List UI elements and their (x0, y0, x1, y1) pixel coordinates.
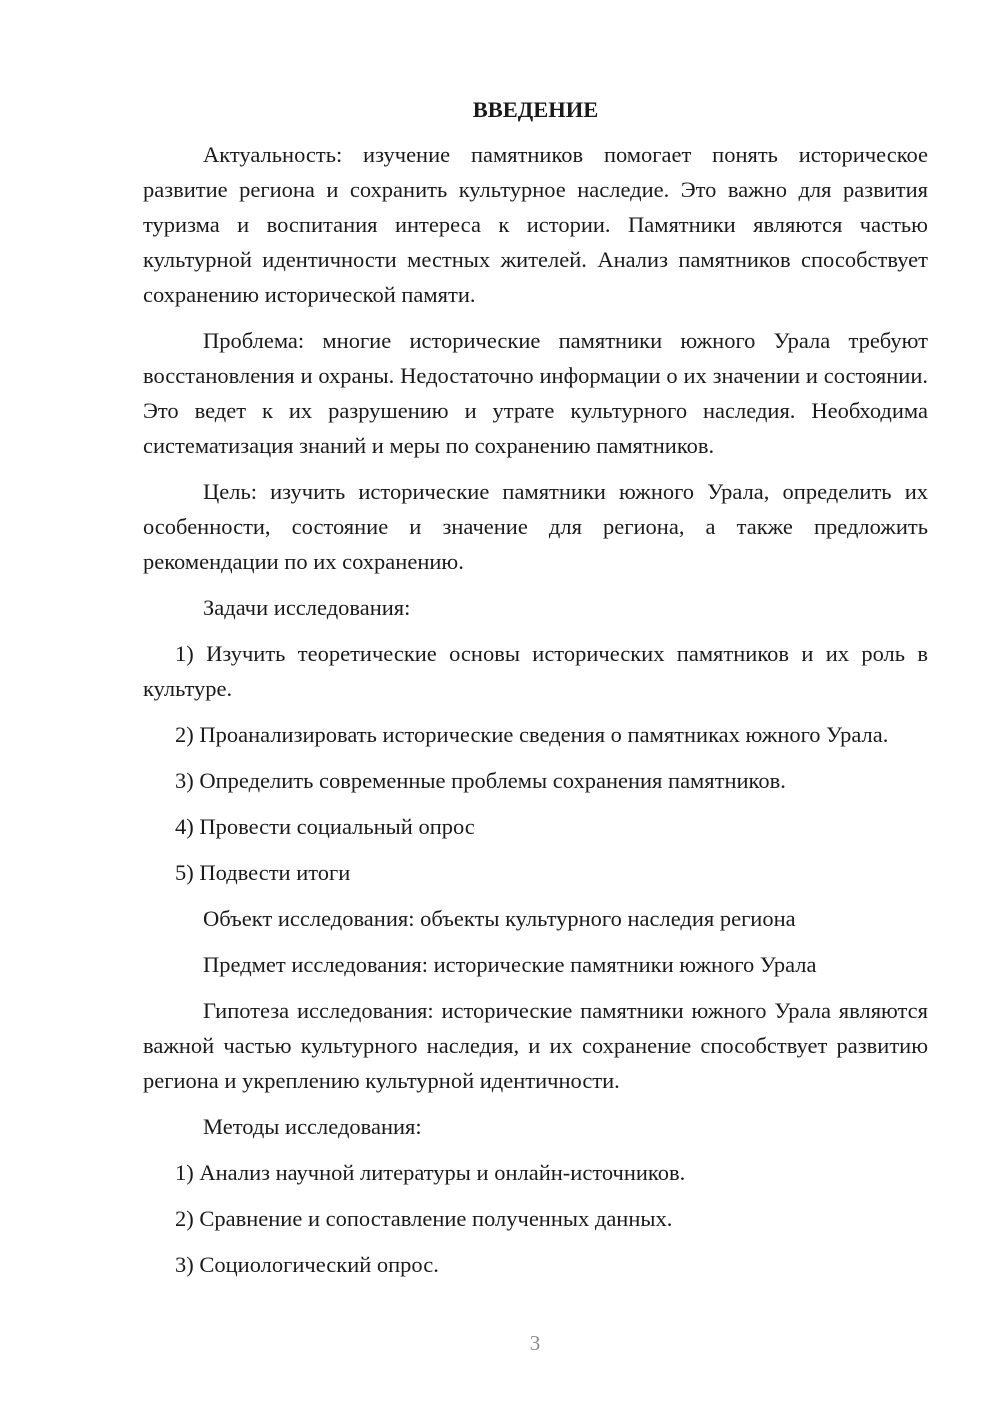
relevance-paragraph: Актуальность: изучение памятников помогает понять историческое развитие региона и сохранить культурное наследие. Это важно для развития туризма и воспитания интереса к истории. Памятники являются частью культурной идентичности местных жителей. Анализ памятников способствует сохранению исторической памяти. (143, 142, 928, 307)
task-item: 2) Проанализировать исторические сведения о памятниках южного Урала. (175, 722, 889, 747)
method-item: 3) Социологический опрос. (175, 1252, 439, 1277)
hypothesis-paragraph: Гипотеза исследования: исторические памятники южного Урала являются важной частью культурного наследия, и их сохранение способствует развитию региона и укреплению культурной идентичности. (143, 998, 928, 1093)
page-number: 3 (529, 1331, 541, 1355)
task-item: 1) Изучить теоретические основы исторических памятников и их роль в культуре. (143, 641, 928, 701)
task-item: 5) Подвести итоги (175, 860, 351, 885)
method-item: 2) Сравнение и сопоставление полученных данных. (175, 1206, 673, 1231)
problem-paragraph: Проблема: многие исторические памятники южного Урала требуют восстановления и охраны. Недостаточно информации о их значении и состоянии. Это ведет к их разрушению и утрате культурного наследия. Необходима систематизация знаний и меры по сохранению памятников. (143, 328, 928, 458)
section-heading: ВВЕДЕНИЕ (472, 97, 599, 122)
subject-line: Предмет исследования: исторические памятники южного Урала (203, 952, 817, 977)
tasks-label: Задачи исследования: (203, 595, 411, 620)
methods-label: Методы исследования: (203, 1114, 422, 1139)
document-page (143, 92, 928, 1293)
goal-paragraph: Цель: изучить исторические памятники южного Урала, определить их особенности, состояние и значение для региона, а также предложить рекомендации по их сохранению. (143, 479, 928, 574)
task-item: 3) Определить современные проблемы сохранения памятников. (175, 768, 786, 793)
method-item: 1) Анализ научной литературы и онлайн-источников. (175, 1160, 686, 1185)
task-item: 4) Провести социальный опрос (175, 814, 475, 839)
object-line: Объект исследования: объекты культурного наследия региона (203, 906, 796, 931)
